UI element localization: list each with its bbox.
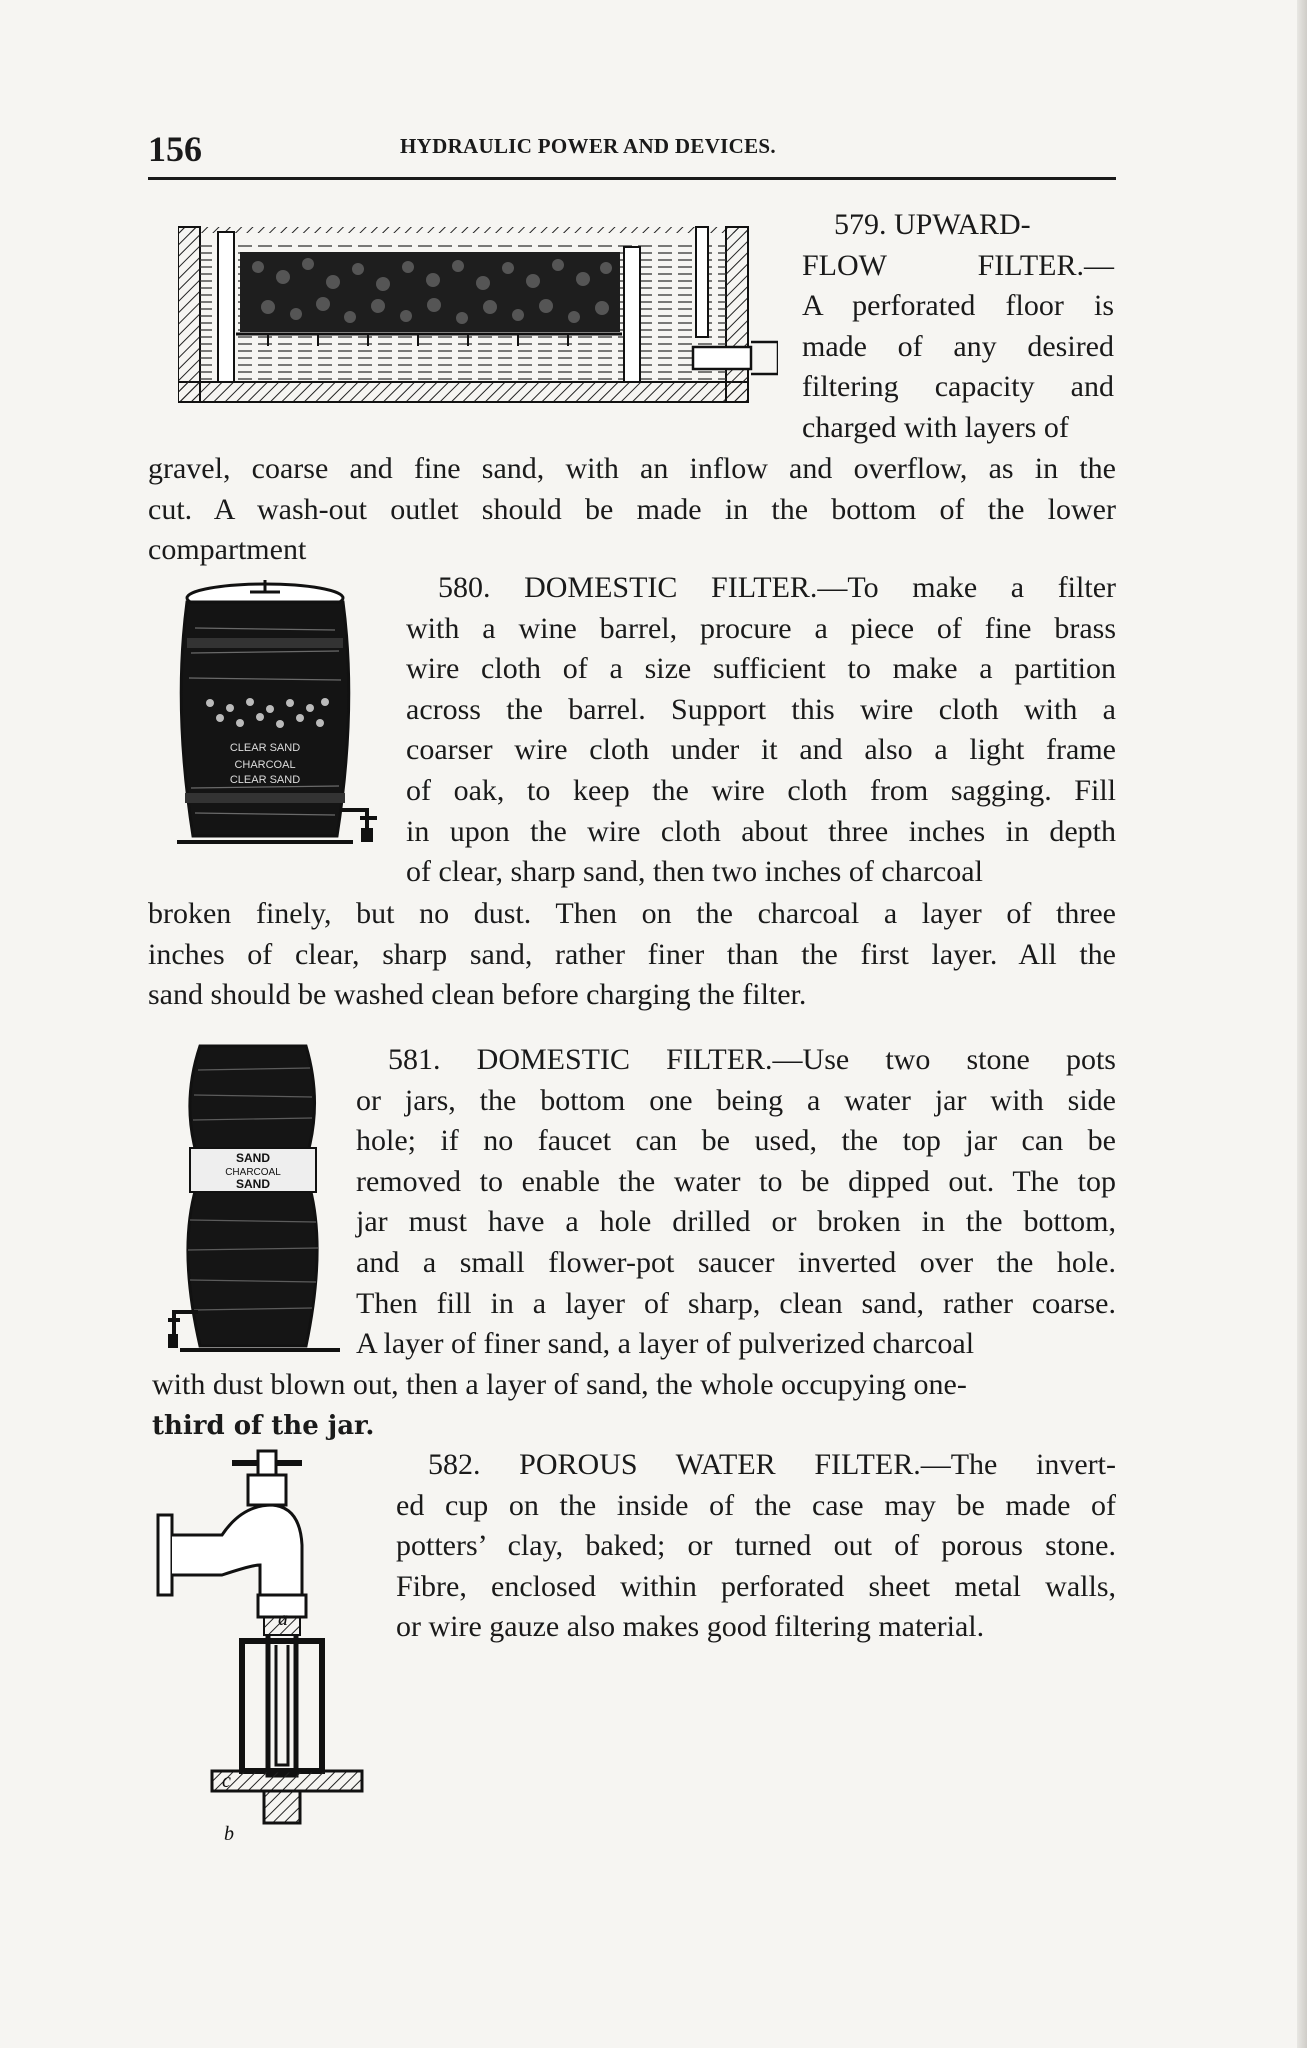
- barrel-label-charcoal: CHARCOAL: [234, 759, 296, 771]
- text-line: 580. DOMESTIC FILTER.—To make a filter: [438, 571, 1116, 604]
- section-581-full: [152, 1365, 1116, 1446]
- text-line: wire cloth of a size sufficient to make a partition: [406, 652, 1116, 686]
- text-line: ed cup on the inside of the case may be made of: [396, 1488, 1116, 1522]
- text-line: inches of clear, sharp sand, rather finer than the first layer. All the: [148, 937, 1116, 971]
- figure-porous-water-filter: [152, 1445, 402, 1845]
- section-580-wrapped: [406, 568, 1116, 893]
- section-581-wrapped: [356, 1040, 1116, 1365]
- jar-label-charcoal: CHARCOAL: [225, 1167, 281, 1178]
- text-line: potters’ clay, baked; or turned out of porous stone.: [396, 1529, 1116, 1563]
- text-line: A perforated floor is: [802, 289, 1114, 323]
- text-line: Fibre, enclosed within perforated sheet metal walls,: [396, 1569, 1116, 1603]
- header-rule: [148, 177, 1116, 180]
- text-line: third of the jar.: [152, 1410, 375, 1441]
- barrel-label-clear-sand-bottom: CLEAR SAND: [229, 774, 301, 786]
- text-line: of oak, to keep the wire cloth from sagging. Fill: [406, 773, 1116, 807]
- text-line: or jars, the bottom one being a water jar with side: [356, 1083, 1116, 1117]
- text-line: 582. POROUS WATER FILTER.—The invert-: [428, 1448, 1116, 1481]
- text-line: made of any desired: [802, 329, 1114, 363]
- text-line: with a wine barrel, procure a piece of fine brass: [406, 611, 1116, 645]
- text-line: hole; if no faucet can be used, the top jar can be: [356, 1124, 1116, 1158]
- section-579-wrapped: [802, 205, 1114, 449]
- page-header: [148, 118, 1116, 178]
- text-line: across the barrel. Support this wire cloth with a: [406, 692, 1116, 726]
- jar-label-sand-top: SAND: [235, 1151, 271, 1165]
- text-line: FLOW FILTER.—: [802, 248, 1114, 282]
- fig582-label-b: b: [224, 1823, 234, 1845]
- text-line: filtering capacity and: [802, 370, 1114, 404]
- section-580-full: [148, 894, 1116, 1016]
- text-line: and a small flower-pot saucer inverted over the hole.: [356, 1245, 1116, 1279]
- page-number: 156: [148, 129, 202, 169]
- text-line: 581. DOMESTIC FILTER.—Use two stone pots: [388, 1043, 1116, 1076]
- text-line: A layer of finer sand, a layer of pulverized charcoal: [356, 1327, 975, 1361]
- text-line: cut. A wash-out outlet should be made in the bottom of the lower: [148, 492, 1116, 526]
- section-582-wrapped: [396, 1445, 1116, 1648]
- text-line: of clear, sharp sand, then two inches of charcoal: [406, 855, 983, 889]
- text-line: broken finely, but no dust. Then on the charcoal a layer of three: [148, 897, 1116, 930]
- text-line: Then fill in a layer of sharp, clean sand, rather coarse.: [356, 1286, 1116, 1320]
- running-title: HYDRAULIC POWER AND DEVICES.: [400, 134, 776, 158]
- text-line: compartment: [148, 533, 307, 567]
- text-line: or wire gauze also makes good filtering material.: [396, 1610, 985, 1644]
- text-line: in upon the wire cloth about three inches in depth: [406, 814, 1116, 848]
- barrel-label-clear-sand-top: CLEAR SAND: [229, 742, 301, 754]
- text-line: jar must have a hole drilled or broken in the bottom,: [356, 1205, 1116, 1239]
- text-line: sand should be washed clean before charging the filter.: [148, 978, 807, 1012]
- text-line: coarser wire cloth under it and also a light frame: [406, 733, 1116, 767]
- text-line: gravel, coarse and fine sand, with an inflow and overflow, as in the: [148, 452, 1116, 485]
- text-line: with dust blown out, then a layer of sand, the whole occupying one-: [152, 1368, 967, 1401]
- section-579-full: [148, 449, 1116, 571]
- text-line: 579. UPWARD-: [834, 208, 1031, 241]
- text-line: charged with layers of: [802, 410, 1069, 444]
- text-line: removed to enable the water to be dipped out. The top: [356, 1164, 1116, 1198]
- figure-barrel-filter: [155, 578, 395, 863]
- figure-upward-flow-filter: [178, 222, 778, 407]
- figure-stone-jar-filter: [160, 1040, 350, 1360]
- fig582-label-c: c: [222, 1770, 231, 1792]
- jar-label-sand-bottom: SAND: [235, 1177, 271, 1191]
- page-edge: [1297, 0, 1307, 2048]
